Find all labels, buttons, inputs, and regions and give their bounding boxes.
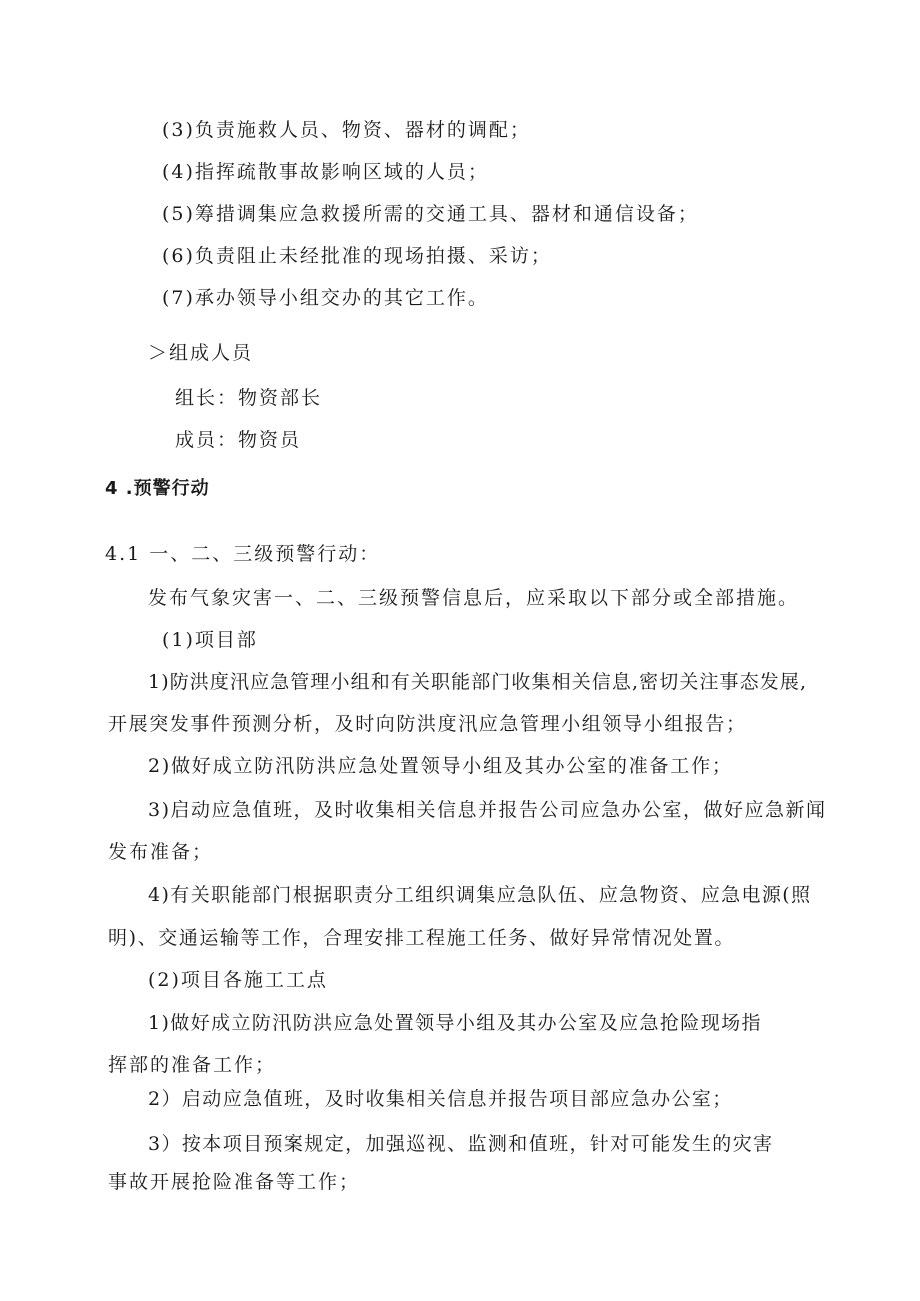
members-leader: 组长：物资部长: [175, 387, 323, 409]
work-sites-item-1-line-2: 挥部的准备工作；: [108, 1054, 277, 1076]
subsection-heading: 4.1 一、二、三级预警行动：: [105, 543, 381, 565]
project-dept-item-4-line-1: 4)有关职能部门根据职责分工组织调集应急队伍、应急物资、应急电源(照: [148, 884, 812, 906]
work-sites-item-1-line-1: 1)做好成立防汛防洪应急处置领导小组及其办公室及应急抢险现场指: [148, 1012, 762, 1034]
members-heading: ＞组成人员: [148, 342, 254, 364]
duty-item-6: (6)负责阻止未经批准的现场拍摄、采访；: [162, 245, 552, 267]
project-dept-item-1-line-1: 1)防洪度汛应急管理小组和有关职能部门收集相关信息,密切关注事态发展,: [148, 671, 808, 693]
duty-item-7: (7)承办领导小组交办的其它工作。: [162, 287, 489, 309]
work-sites-item-3-line-1: 3）按本项目预案规定，加强巡视、监测和值班，针对可能发生的灾害: [148, 1133, 774, 1155]
project-dept-item-2: 2)做好成立防汛防洪应急处置领导小组及其办公室的准备工作；: [148, 755, 733, 777]
work-sites-item-2: 2）启动应急值班，及时收集相关信息并报告项目部应急办公室；: [148, 1088, 733, 1110]
project-dept-item-4-line-2: 明)、交通运输等工作，合理安排工程施工任务、做好异常情况处置。: [108, 927, 736, 949]
project-dept-item-3-line-1: 3)启动应急值班，及时收集相关信息并报告公司应急办公室，做好应急新闻: [148, 799, 827, 821]
intro-paragraph: 发布气象灾害一、二、三级预警信息后，应采取以下部分或全部措施。: [148, 587, 800, 609]
project-dept-item-3-line-2: 发布准备；: [108, 841, 214, 863]
work-sites-heading: (2)项目各施工工点: [148, 969, 328, 991]
work-sites-item-3-line-2: 事故开展抢险准备等工作；: [108, 1171, 361, 1193]
members-member: 成员：物资员: [175, 429, 302, 451]
section-heading: 4 .预警行动: [105, 478, 210, 499]
duty-item-3: (3)负责施救人员、物资、器材的调配；: [162, 119, 531, 141]
duty-item-4: (4)指挥疏散事故影响区域的人员；: [162, 161, 489, 183]
project-dept-heading: (1)项目部: [162, 629, 258, 651]
project-dept-item-1-line-2: 开展突发事件预测分析，及时向防洪度汛应急管理小组领导小组报告；: [108, 713, 747, 735]
duty-item-5: (5)筹措调集应急救援所需的交通工具、器材和通信设备；: [162, 203, 699, 225]
